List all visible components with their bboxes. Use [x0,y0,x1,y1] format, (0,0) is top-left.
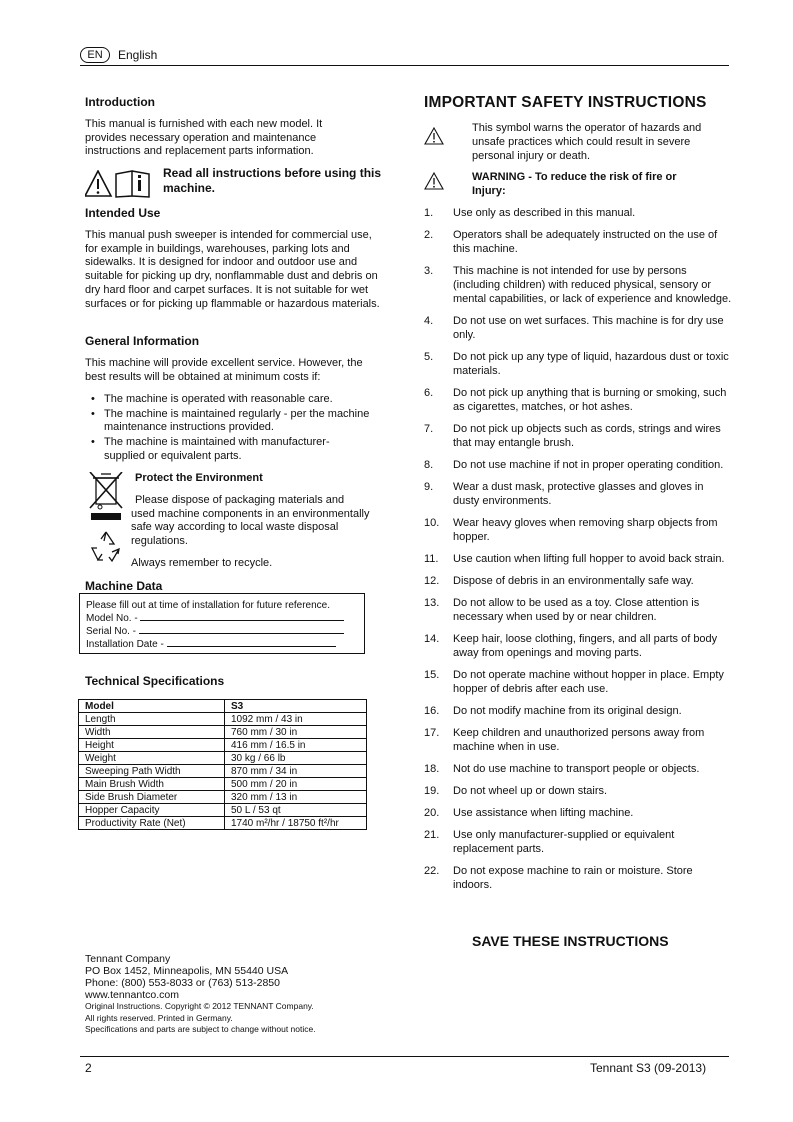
recycle-reminder: Always remember to recycle. [131,557,273,569]
list-item: 3. This machine is not intended for use by persons (including children) with reduced physical, sensory or mental capabilities, or lack of experience and knowledge. [424,265,732,305]
list-item: 2. Operators shall be adequately instructed on the use of this machine. [424,229,718,255]
intended-use-text: This manual push sweeper is intended for commercial use, for example in buildings, warehouses, parking lots and sidewalks. It is designed for indoor and outdoor use and suitable for picking up dry, nonflammable dust and debris on dry hard floor and carpet surfaces. It is not suitable for wet surfaces or for picking up flammable or hazardous materials. [85,229,380,310]
intro-heading: Introduction [85,95,155,109]
page-number: 2 [85,1061,92,1075]
po-box: PO Box 1452, Minneapolis, MN 55440 USA [85,965,289,977]
header-rule [80,65,729,66]
list-item: 21. Use only manufacturer-supplied or equivalent replacement parts. [424,829,675,855]
machine-data-note: Please fill out at time of installation for future reference. [86,600,331,611]
website-link[interactable]: www.tennantco.com [85,989,179,1001]
list-item: • The machine is maintained regularly - per the machine maintenance instructions provided. [91,407,370,434]
save-instructions: SAVE THESE INSTRUCTIONS [472,933,669,949]
list-item: 5. Do not pick up any type of liquid, hazardous dust or toxic materials. [424,351,729,377]
list-item: • The machine is maintained with manufacturer-supplied or equivalent parts. [91,436,330,462]
intended-use-heading: Intended Use [85,206,161,220]
safety-title: IMPORTANT SAFETY INSTRUCTIONS [424,94,707,111]
list-item: 7. Do not pick up objects such as cords, strings and wires that may entangle brush. [424,423,721,449]
environment-text: Please dispose of packaging materials and used machine components in an environmentally safe way according to local waste disposal regulations. [131,494,370,548]
recycle-icon [92,532,119,561]
list-item: 20. Use assistance when lifting machine. [424,807,634,819]
warning-triangle-icon [424,127,444,145]
list-item: 12. Dispose of debris in an environmentally safe way. [424,575,694,587]
serial-no-field[interactable] [139,625,344,634]
list-item: • The machine is operated with reasonable care. [91,393,333,405]
intro-text: This manual is furnished with each new model. It provides necessary operation and maintenance instructions and replacement parts information. [85,118,323,158]
table-row: Hopper Capacity 50 L / 53 qt [79,804,367,817]
table-row: Width 760 mm / 30 in [79,726,367,739]
company-address [85,953,365,1036]
language-name: English [118,48,158,62]
company-name: Tennant Company [85,953,171,965]
general-info-list [85,393,370,465]
list-item: 8. Do not use machine if not in proper operating condition. [424,459,724,471]
general-info-text: This machine will provide excellent service. However, the best results will be obtained at minimum costs if: [85,357,363,383]
tech-specs-heading: Technical Specifications [85,674,225,688]
rights-line: All rights reserved. Printed in Germany. [85,1012,233,1023]
copyright-line: Original Instructions. Copyright © 2012 TENNANT Company. [85,1001,314,1011]
warning-text: WARNING - To reduce the risk of fire or Injury: [472,171,677,197]
list-item: 11. Use caution when lifting full hopper to avoid back strain. [424,553,725,565]
safety-rules-list [422,206,732,900]
list-item: 9. Wear a dust mask, protective glasses and gloves in dusty environments. [424,481,704,507]
spec-table [78,699,367,830]
language-badge: EN [80,47,110,63]
protect-environment-heading: Protect the Environment [135,472,263,484]
disclaimer-line: Specifications and parts are subject to change without notice. [85,1024,316,1034]
read-instructions-notice [85,166,385,200]
table-row: Productivity Rate (Net) 1740 m²/hr / 18750 ft²/hr [79,817,367,830]
warning-manual-icon [85,170,157,198]
general-info-heading: General Information [85,334,200,348]
read-all-instructions: Read all instructions before using this machine. [163,166,382,195]
list-item: 14. Keep hair, loose clothing, fingers, and all parts of body away from openings and moving parts. [424,633,718,659]
install-date-label: Installation Date - [86,639,164,650]
machine-data-heading: Machine Data [85,579,163,593]
model-no-field[interactable] [140,612,344,621]
list-item: 15. Do not operate machine without hopper in place. Empty hopper of debris after each use. [424,669,724,695]
install-date-field[interactable] [167,638,336,647]
table-row: Length 1092 mm / 43 in [79,713,367,726]
table-row: Weight 30 kg / 66 lb [79,752,367,765]
list-item: 22. Do not expose machine to rain or moisture. Store indoors. [424,865,693,891]
symbol-description: This symbol warns the operator of hazards and unsafe practices which could result in severe personal injury or death. [472,122,702,162]
model-no-label: Model No. - [86,613,138,624]
list-item: 6. Do not pick up anything that is burning or smoking, such as cigarettes, matches, or hot ashes. [424,387,727,413]
phone: Phone: (800) 553-8033 or (763) 513-2850 [85,977,280,989]
footer-rule [80,1056,729,1057]
table-row: Main Brush Width 500 mm / 20 in [79,778,367,791]
list-item: 16. Do not modify machine from its original design. [424,705,682,717]
crossed-bin-icon [90,472,122,520]
list-item: 4. Do not use on wet surfaces. This machine is for dry use only. [424,315,724,341]
machine-data-form [79,593,365,654]
list-item: 19. Do not wheel up or down stairs. [424,785,608,797]
list-item: 1. Use only as described in this manual. [424,207,636,219]
serial-no-label: Serial No. - [86,626,137,637]
list-item: 17. Keep children and unauthorized persons away from machine when in use. [424,727,705,753]
list-item: 18. Not do use machine to transport people or objects. [424,763,700,775]
list-item: 13. Do not allow to be used as a toy. Close attention is necessary when used by or near children. [424,597,700,623]
recycle-disposal-icons [88,472,128,564]
warning-triangle-icon [424,172,444,190]
table-row: Side Brush Diameter 320 mm / 13 in [79,791,367,804]
table-row: Sweeping Path Width 870 mm / 34 in [79,765,367,778]
list-item: 10. Wear heavy gloves when removing sharp objects from hopper. [424,517,718,543]
table-row: Model S3 [79,700,367,713]
document-id: Tennant S3 (09-2013) [590,1061,707,1075]
table-row: Height 416 mm / 16.5 in [79,739,367,752]
